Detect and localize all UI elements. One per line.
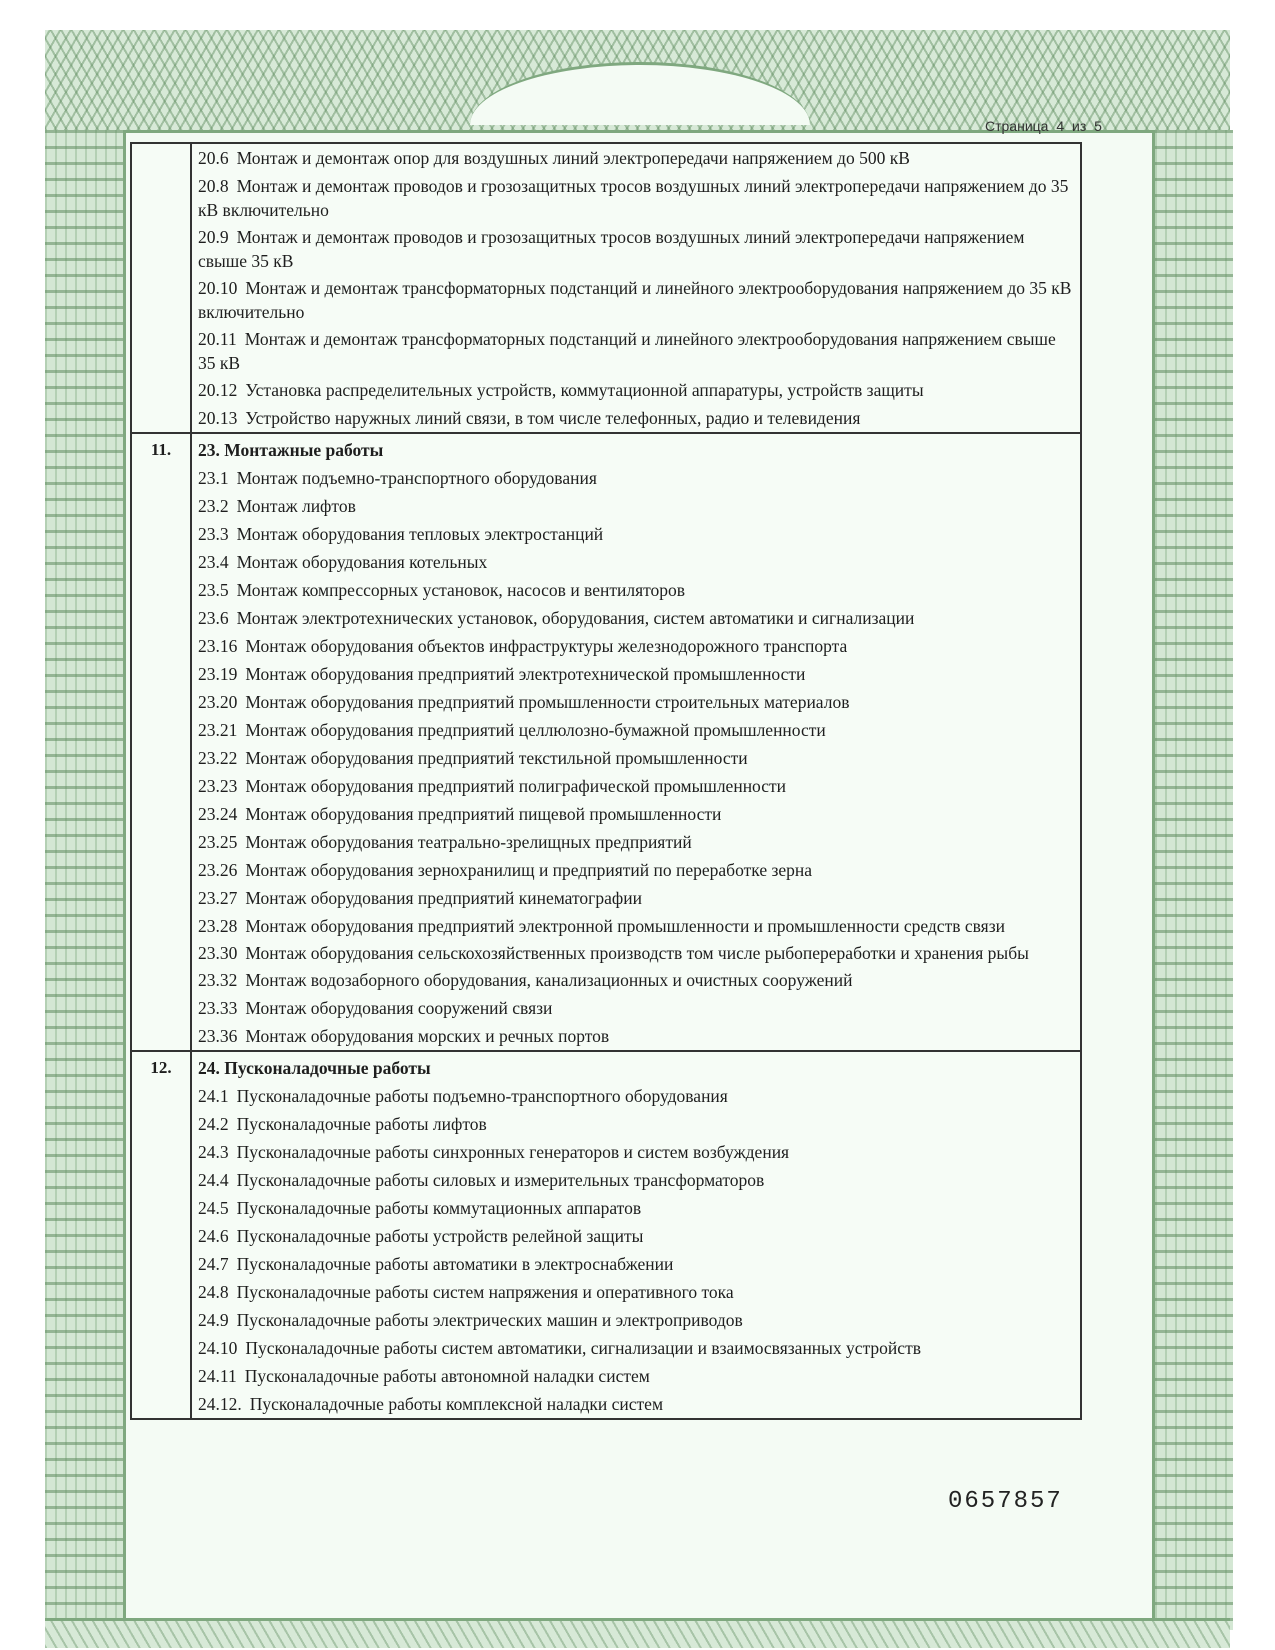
page-total: 5 xyxy=(1094,118,1102,134)
works-table xyxy=(130,142,1082,1420)
work-item-code: 23.20 xyxy=(198,692,238,712)
work-item-code: 23.30 xyxy=(198,943,238,963)
work-item-text: Монтаж и демонтаж проводов и грозозащитных тросов воздушных линий электропередачи напряжением свыше 35 кВ xyxy=(198,227,1025,271)
work-item-text: Монтаж оборудования театрально-зрелищных предприятий xyxy=(245,832,692,852)
work-item xyxy=(192,1194,1080,1222)
section-number: 11. xyxy=(131,433,191,1051)
work-item-code: 23.23 xyxy=(198,776,238,796)
work-item-code: 24.11 xyxy=(198,1366,237,1386)
work-item-code: 23.36 xyxy=(198,1026,238,1046)
work-item xyxy=(192,1022,1080,1050)
work-item xyxy=(192,632,1080,660)
work-item-text: Монтаж и демонтаж опор для воздушных линий электропередачи напряжением до 500 кВ xyxy=(236,148,910,168)
work-item xyxy=(192,548,1080,576)
work-item-code: 24.7 xyxy=(198,1254,229,1274)
page-of-word: из xyxy=(1072,118,1087,134)
serial-number: 0657857 xyxy=(948,1488,1063,1515)
work-item xyxy=(192,1362,1080,1390)
work-item-code: 20.10 xyxy=(198,278,238,298)
work-item-text: Пусконаладочные работы синхронных генераторов и систем возбуждения xyxy=(236,1142,790,1162)
work-item-text: Монтаж и демонтаж трансформаторных подстанций и линейного электрооборудования напряжением до 35 кВ включительно xyxy=(198,278,1072,322)
work-item xyxy=(192,1138,1080,1166)
section-heading: 23. Монтажные работы xyxy=(198,440,384,460)
work-item xyxy=(192,1278,1080,1306)
work-item xyxy=(192,325,1080,376)
work-item-code: 24.9 xyxy=(198,1310,229,1330)
work-item xyxy=(192,492,1080,520)
work-item-text: Монтаж оборудования предприятий целлюлозно-бумажной промышленности xyxy=(245,720,826,740)
work-item xyxy=(192,1166,1080,1194)
work-item-code: 20.13 xyxy=(198,408,238,428)
work-item xyxy=(192,604,1080,632)
guilloche-left-border xyxy=(45,130,126,1630)
work-item-code: 23.2 xyxy=(198,496,229,516)
work-item-text: Монтаж лифтов xyxy=(236,496,356,516)
work-item-code: 24.6 xyxy=(198,1226,229,1246)
work-item xyxy=(192,576,1080,604)
work-item-text: Пусконаладочные работы коммутационных аппаратов xyxy=(236,1198,642,1218)
work-item xyxy=(192,1306,1080,1334)
work-item-code: 23.3 xyxy=(198,524,229,544)
work-item-text: Монтаж оборудования предприятий полиграфической промышленности xyxy=(245,776,787,796)
page-current: 4 xyxy=(1056,118,1065,134)
work-item xyxy=(192,660,1080,688)
section-number: 12. xyxy=(131,1051,191,1419)
work-item xyxy=(192,172,1080,223)
work-item xyxy=(192,1250,1080,1278)
page-indicator xyxy=(985,118,1106,134)
work-item-text: Пусконаладочные работы систем напряжения и оперативного тока xyxy=(236,1282,734,1302)
work-item-text: Монтаж оборудования сельскохозяйственных производств том числе рыбопереработки и хранения рыбы xyxy=(245,943,1029,963)
work-item-text: Монтаж оборудования тепловых электростанций xyxy=(236,524,604,544)
work-item-code: 23.28 xyxy=(198,916,238,936)
work-item-code: 24.10 xyxy=(198,1338,238,1358)
work-item-code: 23.1 xyxy=(198,468,229,488)
work-item xyxy=(192,1082,1080,1110)
work-item-text: Пусконаладочные работы силовых и измерительных трансформаторов xyxy=(236,1170,765,1190)
work-item xyxy=(192,828,1080,856)
work-item xyxy=(192,404,1080,432)
work-item-code: 20.6 xyxy=(198,148,229,168)
section-heading: 24. Пусконаладочные работы xyxy=(198,1058,431,1078)
work-item-text: Монтаж оборудования предприятий электронной промышленности и промышленности средств связи xyxy=(245,916,1005,936)
work-item-code: 24.4 xyxy=(198,1170,229,1190)
work-item xyxy=(192,1222,1080,1250)
work-item-code: 24.2 xyxy=(198,1114,229,1134)
section-row xyxy=(131,433,1081,1051)
work-item xyxy=(192,144,1080,172)
work-item-code: 23.5 xyxy=(198,580,229,600)
work-item-text: Монтаж оборудования морских и речных портов xyxy=(245,1026,610,1046)
work-item-text: Монтаж и демонтаж проводов и грозозащитных тросов воздушных линий электропередачи напряжением до 35 кВ включительно xyxy=(198,176,1069,220)
work-item-text: Монтаж оборудования предприятий кинематографии xyxy=(245,888,642,908)
work-item xyxy=(192,223,1080,274)
work-item-code: 24.8 xyxy=(198,1282,229,1302)
work-item xyxy=(192,1390,1080,1418)
work-item-code: 23.22 xyxy=(198,748,238,768)
work-item-text: Монтаж оборудования предприятий электротехнической промышленности xyxy=(245,664,806,684)
work-item-text: Пусконаладочные работы лифтов xyxy=(236,1114,487,1134)
work-item-text: Пусконаладочные работы комплексной наладки систем xyxy=(249,1394,664,1414)
work-item-text: Монтаж оборудования предприятий текстильной промышленности xyxy=(245,748,748,768)
work-item-text: Пусконаладочные работы автономной наладки систем xyxy=(244,1366,650,1386)
work-item xyxy=(192,688,1080,716)
work-item-text: Монтаж электротехнических установок, оборудования, систем автоматики и сигнализации xyxy=(236,608,915,628)
work-item xyxy=(192,520,1080,548)
work-item-code: 23.25 xyxy=(198,832,238,852)
work-item-code: 20.8 xyxy=(198,176,229,196)
work-item-text: Монтаж и демонтаж трансформаторных подстанций и линейного электрооборудования напряжением свыше 35 кВ xyxy=(198,329,1056,373)
work-item-code: 23.24 xyxy=(198,804,238,824)
guilloche-bottom-border xyxy=(45,1618,1230,1648)
work-item-text: Монтаж водозаборного оборудования, канализационных и очистных сооружений xyxy=(245,970,853,990)
work-item xyxy=(192,464,1080,492)
work-item-code: 24.12. xyxy=(198,1394,242,1414)
section-content xyxy=(191,1051,1081,1419)
work-item-code: 24.5 xyxy=(198,1198,229,1218)
work-item-text: Пусконаладочные работы подъемно-транспортного оборудования xyxy=(236,1086,728,1106)
work-item-text: Пусконаладочные работы устройств релейной защиты xyxy=(236,1226,644,1246)
work-item-code: 23.6 xyxy=(198,608,229,628)
work-item-text: Пусконаладочные работы автоматики в электроснабжении xyxy=(236,1254,674,1274)
work-item-text: Пусконаладочные работы систем автоматики, сигнализации и взаимосвязанных устройств xyxy=(245,1338,921,1358)
page-label-word: Страница xyxy=(985,118,1049,134)
work-item xyxy=(192,912,1080,939)
work-item-code: 23.32 xyxy=(198,970,238,990)
work-item xyxy=(192,939,1080,966)
work-item-text: Пусконаладочные работы электрических машин и электроприводов xyxy=(236,1310,743,1330)
work-item xyxy=(192,884,1080,912)
work-item-code: 23.16 xyxy=(198,636,238,656)
work-item-text: Монтаж оборудования сооружений связи xyxy=(245,998,553,1018)
work-item-text: Монтаж оборудования зернохранилищ и предприятий по переработке зерна xyxy=(245,860,813,880)
work-item-code: 20.11 xyxy=(198,329,237,349)
work-item xyxy=(192,800,1080,828)
work-item-code: 23.27 xyxy=(198,888,238,908)
work-item-text: Устройство наружных линий связи, в том числе телефонных, радио и телевидения xyxy=(245,408,861,428)
section-row xyxy=(131,1051,1081,1419)
work-item-code: 23.26 xyxy=(198,860,238,880)
work-item-code: 23.4 xyxy=(198,552,229,572)
work-item xyxy=(192,1334,1080,1362)
work-item-code: 20.12 xyxy=(198,380,238,400)
work-item xyxy=(192,772,1080,800)
work-item xyxy=(192,274,1080,325)
work-item-text: Монтаж подъемно-транспортного оборудования xyxy=(236,468,597,488)
work-item-code: 24.3 xyxy=(198,1142,229,1162)
work-item-text: Монтаж оборудования предприятий пищевой промышленности xyxy=(245,804,722,824)
section-content xyxy=(191,143,1081,433)
section-content xyxy=(191,433,1081,1051)
work-item xyxy=(192,856,1080,884)
work-item-text: Монтаж оборудования котельных xyxy=(236,552,488,572)
work-item xyxy=(192,1110,1080,1138)
work-item-text: Установка распределительных устройств, коммутационной аппаратуры, устройств защиты xyxy=(245,380,924,400)
section-row xyxy=(131,143,1081,433)
work-item-text: Монтаж оборудования объектов инфраструктуры железнодорожного транспорта xyxy=(245,636,848,656)
work-item xyxy=(192,966,1080,994)
work-item xyxy=(192,376,1080,404)
work-item-text: Монтаж компрессорных установок, насосов и вентиляторов xyxy=(236,580,686,600)
work-item-code: 23.33 xyxy=(198,998,238,1018)
work-item xyxy=(192,994,1080,1022)
work-item-text: Монтаж оборудования предприятий промышленности строительных материалов xyxy=(245,692,850,712)
section-number xyxy=(131,143,191,433)
work-item-code: 23.21 xyxy=(198,720,238,740)
work-item xyxy=(192,716,1080,744)
work-item-code: 24.1 xyxy=(198,1086,229,1106)
work-item-code: 23.19 xyxy=(198,664,238,684)
work-item xyxy=(192,744,1080,772)
guilloche-right-border xyxy=(1152,130,1233,1630)
work-item-code: 20.9 xyxy=(198,227,229,247)
